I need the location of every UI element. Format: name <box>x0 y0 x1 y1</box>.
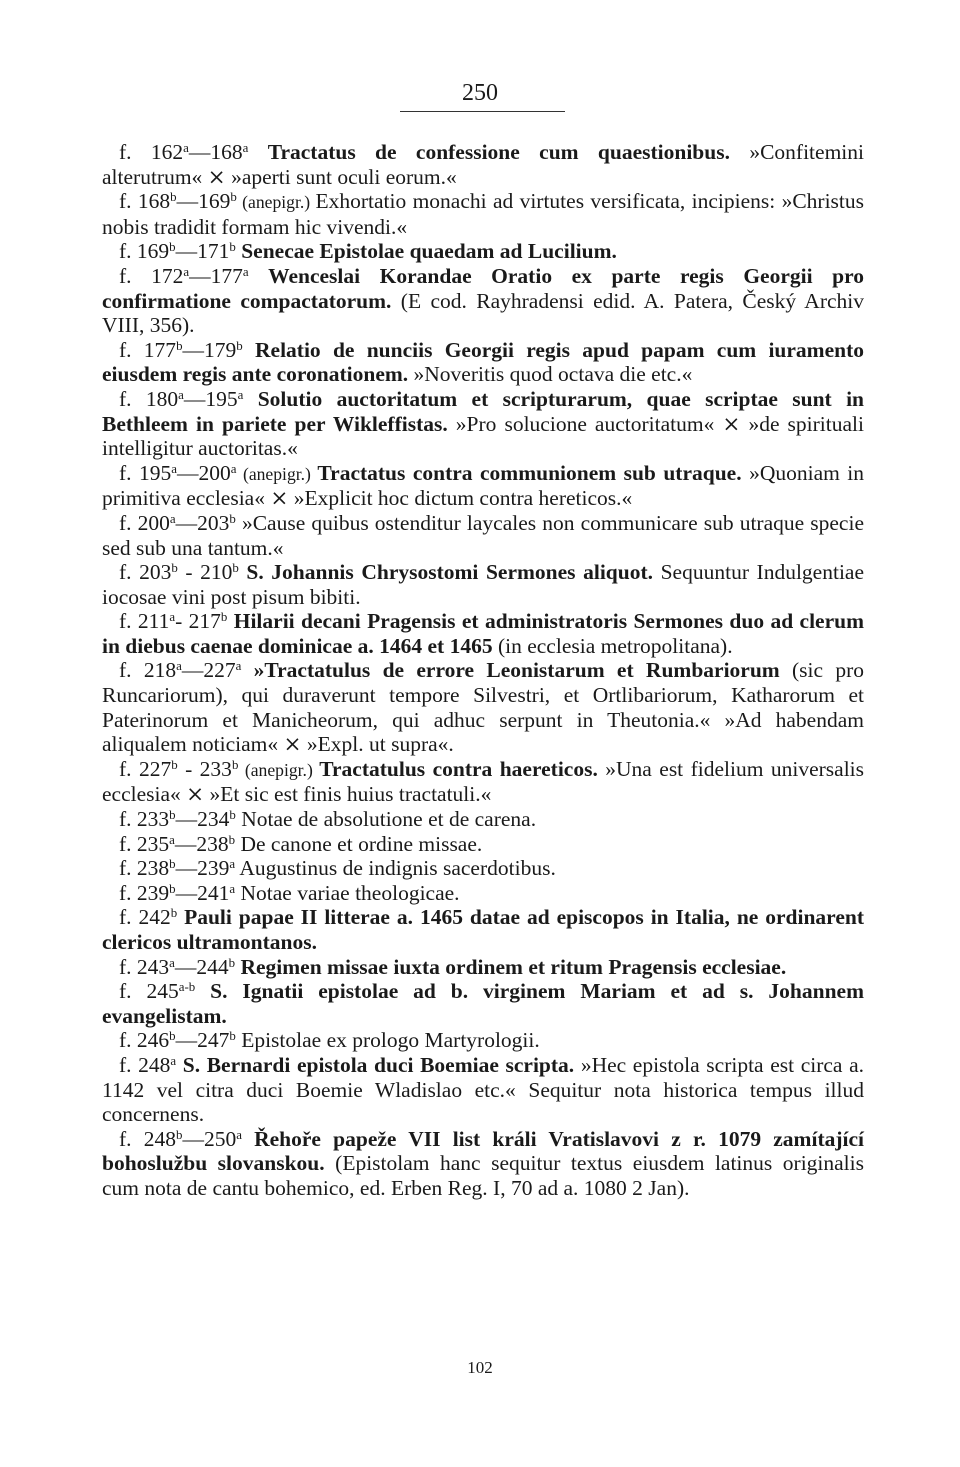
catalog-entry <box>102 1028 864 1053</box>
catalog-entry <box>102 264 864 338</box>
entry-title: Hilarii decani Pragensis et administratoris Sermones duo ad clerum in diebus caenae dominicae a. 1464 et 1465 <box>102 609 864 658</box>
folio-end: —169 <box>176 189 231 214</box>
folio-end: —239 <box>175 856 230 881</box>
entry-description: (in ecclesia metropolitana). <box>497 633 733 658</box>
folio-end-side: b <box>220 610 228 625</box>
folio-end: —227 <box>181 658 236 683</box>
catalog-entry <box>102 609 864 658</box>
catalog-entry <box>102 757 864 807</box>
folio-start-side: a <box>169 955 175 970</box>
folio-end-side: a <box>242 140 249 155</box>
folio-end-side: b <box>230 190 237 205</box>
folio-end-side: a <box>230 461 237 476</box>
entry-title: S. Ignatii epistolae ad b. virginem Mariam et ad s. Johannem evangelistam. <box>102 979 864 1028</box>
folio-end: —171 <box>175 239 230 264</box>
catalog-entry <box>102 560 864 609</box>
entry-title: »Tractatulus de errore Leonistarum et Rumbariorum <box>253 658 780 683</box>
entry-description: Notae variae theologicae. <box>240 880 460 905</box>
folio-end-side: b <box>231 757 239 772</box>
folio-end-side: b <box>236 338 243 353</box>
folio-note <box>243 387 257 411</box>
folio-start-side: b <box>169 881 176 896</box>
folio-end-side: b <box>229 1029 236 1044</box>
catalog-entry <box>102 511 864 560</box>
catalog-entry <box>102 955 864 980</box>
catalog-entry <box>102 338 864 387</box>
folio-start-side: b <box>170 906 178 921</box>
folio-note: (anepigr.) <box>238 759 320 780</box>
catalog-entry <box>102 905 864 954</box>
folio-start: f. 248 <box>119 1052 171 1077</box>
folio-start: f. 235 <box>119 831 170 856</box>
folio-end: —238 <box>174 831 229 856</box>
folio-end-side: a <box>229 857 236 872</box>
catalog-entry <box>102 807 864 832</box>
folio-start-side: a <box>171 461 177 476</box>
entry-title: Tractatulus contra haereticos. <box>319 756 598 781</box>
folio-end: —179 <box>182 337 237 362</box>
folio-note <box>243 338 255 362</box>
folio-end: —234 <box>175 807 230 832</box>
folio-start-side: b <box>169 240 176 255</box>
catalog-entry <box>102 658 864 756</box>
folio-end: —200 <box>176 460 231 485</box>
folio-start: f. 233 <box>119 807 170 832</box>
folio-start-side: a <box>178 387 184 402</box>
folio-end-side: a <box>237 387 244 402</box>
folio-end-side: b <box>228 832 236 847</box>
folio-start-side: a <box>176 659 182 674</box>
catalog-entry <box>102 239 864 264</box>
header-rule <box>400 111 565 112</box>
folio-start-side: b <box>171 561 178 575</box>
folio-end: —203 <box>175 510 230 535</box>
catalog-entry <box>102 461 864 511</box>
entry-description: »Pro solucione auctoritatum« ⨯ »de spirituali intelligitur auctoritas.« <box>102 411 864 461</box>
folio-start: f. 243 <box>119 954 170 979</box>
entry-title: Solutio auctoritatum et scripturarum, quae scriptae sunt in Bethleem in pariete per Wikleffistas. <box>102 386 865 436</box>
folio-note <box>249 264 269 288</box>
entry-description: »Cause quibus ostenditur laycales non communicare sub utraque specie sed sub una tantum.« <box>102 510 864 560</box>
catalog-entry <box>102 856 864 881</box>
entry-title: Regimen missae iuxta ordinem et ritum Pragensis ecclesiae. <box>240 954 787 979</box>
folio-start: f. 239 <box>119 880 170 905</box>
folio-start-side: a <box>170 1053 177 1068</box>
folio-end-side: a <box>236 1127 242 1142</box>
folio-start: f. 177 <box>119 337 177 362</box>
folio-note <box>241 658 253 682</box>
folio-start-side: a <box>169 832 175 847</box>
entry-description: Epistolae ex prologo Martyrologii. <box>241 1028 540 1053</box>
catalog-entry <box>102 979 864 1028</box>
entry-title: Senecae Epistolae quaedam ad Lucilium. <box>241 239 617 264</box>
entry-description: Exhortatio monachi ad virtutes versificata, incipiens: »Christus nobis tradidit formam hic vivendi.« <box>102 189 865 239</box>
catalog-entries <box>102 140 864 1201</box>
folio-start: f. 246 <box>119 1028 170 1053</box>
folio-end: —247 <box>175 1028 230 1053</box>
folio-start: f. 227 <box>119 756 172 781</box>
folio-start-side: a <box>183 140 189 155</box>
folio-start: f. 238 <box>119 856 170 881</box>
folio-end: —177 <box>189 263 243 288</box>
folio-start: f. 218 <box>119 658 177 683</box>
folio-start: f. 200 <box>119 510 170 535</box>
catalog-entry <box>102 1127 864 1201</box>
folio-start-side: b <box>169 1029 176 1044</box>
folio-start-side: a-b <box>178 980 196 995</box>
entry-title: S. Bernardi epistola duci Boemiae scripta. <box>182 1052 575 1077</box>
footer-number: 102 <box>467 1358 493 1377</box>
entry-title: Relatio de nunciis Georgii regis apud papam cum iuramento eiusdem regis ante coronationem. <box>102 337 864 387</box>
catalog-entry <box>102 1053 864 1127</box>
entry-title: Pauli papae II litterae a. 1465 datae ad episcopos in Italia, ne ordinarent clericos ultramontanos. <box>102 905 864 954</box>
folio-end-side: b <box>232 561 239 575</box>
page-number: 250 <box>462 80 498 106</box>
folio-end: - 233 <box>177 756 232 781</box>
folio-start: f. 162 <box>119 140 184 164</box>
folio-note <box>248 140 267 164</box>
entry-title: Wenceslai Korandae Oratio ex parte regis Georgii pro confirmatione compactatorum. <box>102 263 864 313</box>
entry-description: (Epistolam hanc sequitur textus eiusdem latinus originalis cum nota de cantu bohemico, ed. Erben Reg. I, 70 ad a. 1080 2 Jan). <box>102 1151 864 1200</box>
folio-note <box>176 1053 183 1077</box>
folio-start-side: b <box>171 757 178 772</box>
folio-end: - 217 <box>175 609 221 634</box>
entry-description: »Quoniam in primitiva ecclesia« ⨯ »Explicit hoc dictum contra hereticos.« <box>102 460 865 511</box>
entry-description: »Una est fidelium universalis ecclesia« ⨯ »Et sic est finis huius tractatuli.« <box>102 756 865 807</box>
entry-description: (sic pro Runcariorum), qui duraverunt tempore Silvestri, et Ortlibariorum, Katharorum et Paterinorum et Manicheorum, qui adhuc serpunt in Theutonia.« »Ad habendam aliqualem noticiam« ⨯ »Expl. ut supra«. <box>102 658 865 757</box>
entry-description: »Noveritis quod octava die etc.« <box>413 362 693 387</box>
folio-start: f. 168 <box>119 189 171 214</box>
folio-start: f. 169 <box>119 239 170 264</box>
folio-end-side: b <box>229 240 236 255</box>
folio-end: —195 <box>183 386 238 411</box>
folio-end: —244 <box>174 954 229 979</box>
folio-note: (anepigr.) <box>236 192 316 213</box>
folio-end-side: a <box>235 659 242 674</box>
catalog-entry <box>102 832 864 857</box>
folio-end-side: b <box>229 511 236 526</box>
folio-start-side: a <box>169 511 176 526</box>
folio-start-side: b <box>176 338 183 353</box>
folio-end-side: a <box>242 264 249 279</box>
folio-end: —241 <box>175 880 230 905</box>
entry-description: »Hec epistola scripta est circa a. 1142 vel citra duci Boemie Wladislao etc.« Sequitur nota historica tempus illud concernens. <box>102 1052 865 1127</box>
catalog-entry <box>102 140 864 189</box>
folio-end: - 210 <box>177 560 233 585</box>
folio-start-side: b <box>175 1127 183 1142</box>
entry-description: De canone et ordine missae. <box>240 831 483 856</box>
folio-start: f. 203 <box>119 560 172 585</box>
entry-title: Řehoře papeže VII list králi Vratislavovi z r. 1079 zamítající bohoslužbu slovanskou. <box>102 1126 864 1176</box>
folio-note <box>195 979 210 1003</box>
folio-start: f. 245 <box>119 979 179 1004</box>
folio-start: f. 211 <box>119 609 170 634</box>
entry-description: (E cod. Rayhradensi edid. A. Patera, Český Archiv VIII, 356). <box>102 288 865 338</box>
folio-start-side: b <box>170 190 177 205</box>
folio-start: f. 248 <box>119 1126 176 1151</box>
folio-start-side: a <box>169 610 176 625</box>
folio-note: (anepigr.) <box>236 463 318 484</box>
folio-start-side: a <box>183 264 190 279</box>
entry-description: »Confitemini alterutrum« ⨯ »aperti sunt oculi eorum.« <box>102 140 864 189</box>
folio-end: —168 <box>188 140 243 164</box>
folio-start-side: b <box>169 857 176 872</box>
entry-description: Notae de absolutione et de carena. <box>241 807 537 832</box>
folio-start: f. 172 <box>119 263 184 288</box>
folio-note <box>242 1127 254 1151</box>
catalog-entry <box>102 387 864 461</box>
folio-start-side: b <box>169 807 176 822</box>
entry-description: Augustinus de indignis sacerdotibus. <box>239 856 556 881</box>
entry-description: Sequuntur Indulgentiae iocosae vini post pisum bibiti. <box>102 560 865 609</box>
catalog-entry <box>102 881 864 906</box>
entry-title: Tractatus de confessione cum quaestionibus. <box>267 140 730 164</box>
folio-start: f. 195 <box>119 460 172 485</box>
folio-end-side: a <box>229 881 236 896</box>
folio-end: —250 <box>182 1126 237 1151</box>
folio-end-side: b <box>229 807 236 822</box>
catalog-entry <box>102 189 864 239</box>
folio-start: f. 180 <box>119 386 179 411</box>
entry-title: S. Johannis Chrysostomi Sermones aliquot. <box>246 560 654 585</box>
folio-start: f. 242 <box>119 905 171 930</box>
entry-title: Tractatus contra communionem sub utraque. <box>317 460 742 485</box>
folio-end-side: b <box>228 955 236 970</box>
